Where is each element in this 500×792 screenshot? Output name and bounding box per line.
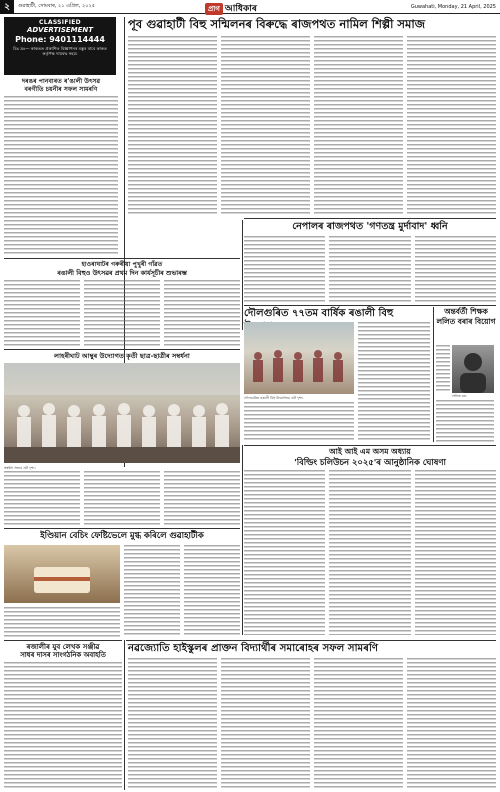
text-column <box>128 658 217 788</box>
divider <box>244 445 496 446</box>
photo-people-icon <box>4 363 240 463</box>
column-rule <box>433 307 434 442</box>
headline-navajyoti: নৱজ্যোতি হাইস্কুলৰ প্ৰাক্তন বিদ্যাৰ্থীৰ সমাৰোহৰ সফল সামৰণি <box>128 642 379 654</box>
article-body-doulaguri <box>358 322 430 442</box>
article-body-lalit-bora <box>436 400 494 442</box>
article-body-lahorighat <box>4 471 240 525</box>
subheadline-iim: 'বিল্ডিং চলিউচন ২০২৫'ৰ আনুষ্ঠানিক ঘোষণা <box>294 457 446 467</box>
subheadline-pubaarat: বৰগীতি চয়নীৰ সফল সামৰণি <box>24 86 98 93</box>
masthead <box>0 0 500 14</box>
classified-subheading: ADVERTISEMENT <box>26 26 94 34</box>
text-column <box>329 470 410 635</box>
text-column <box>4 471 80 525</box>
headline-lalit-bora: অন্তৰ্বৰ্তী শিক্ষক ললিত বৰাৰ বিয়োগ <box>436 307 496 326</box>
headline-baking-festival: ইণ্ডিয়ান বেচিং ফেষ্টিভেলে মুগ্ধ কৰিলে গুৱাহাটীক <box>40 530 204 540</box>
text-column <box>221 658 310 788</box>
subheadline-rajali: সাধৰ দাসৰ সাংগঠনিক অবাহতি <box>20 651 106 659</box>
divider <box>126 640 496 641</box>
text-column <box>164 280 240 346</box>
article-body-gorurija <box>4 280 240 346</box>
headline-gorurija: হাওৰাঘাটৰ গৰুৰীয়া পুখুৰী গাঁৱত <box>81 261 163 268</box>
article-body-doulaguri-2 <box>244 402 354 442</box>
article-body-navajyoti <box>128 658 496 788</box>
article-body-shilpi <box>128 36 496 216</box>
photo-crowd-icon <box>244 322 354 394</box>
article-body-pubaarat <box>4 96 118 254</box>
headline-rajali: ৰজালীৰ যুব লেখক সঞ্জীৱ <box>26 642 100 651</box>
group-photo <box>4 363 240 463</box>
subheadline-gorurija: ৰঙালী বিহুও উৎসৱৰ প্ৰথম দিন কাৰ্যসূচীৰ শুভাৰম্ভ <box>57 269 187 277</box>
headline-doulaguri: দৌলগুৰিত ৭৭তম বাৰ্ষিক ৰঙালী বিহু <box>244 308 394 319</box>
article-body-rajali <box>4 662 122 788</box>
article-body-baking-2 <box>4 607 120 637</box>
column-rule <box>242 220 243 330</box>
newspaper-logo <box>205 1 257 16</box>
logo-box: প্ৰাগ <box>205 3 223 15</box>
logo-text: আধিকাৰ <box>224 4 257 14</box>
headline-lahorighat: লাহৰীঘাট আম্বুৰ উদ্যোগত কৃতী ছাত্ৰ-ছাত্ৰীৰ সম্বৰ্ধনা <box>54 352 190 360</box>
text-column <box>4 280 80 346</box>
page-number: ২ <box>0 0 14 14</box>
classified-ad-box <box>4 17 116 75</box>
cake-icon <box>4 545 120 603</box>
date-right: Guwahati, Monday, 21 April, 2025 <box>410 4 496 10</box>
text-column <box>329 236 410 302</box>
headline-iim: আই আই এম অসম অধ্যায় <box>329 447 411 456</box>
text-column <box>164 471 240 525</box>
article-body-lalit-bora-2 <box>436 345 450 393</box>
text-column <box>415 470 496 635</box>
headline-shilpi-samaj: পূব গুৱাহাটী বিহু সন্মিলনৰ বিৰুদ্ধে ৰাজপথত নামিল শিল্পী সমাজ <box>128 17 425 31</box>
text-column <box>415 236 496 302</box>
person-portrait-icon <box>452 345 494 393</box>
text-column <box>128 36 217 216</box>
text-column <box>84 471 160 525</box>
divider <box>244 218 496 219</box>
column-rule <box>124 640 125 790</box>
text-column <box>314 658 403 788</box>
portrait-photo <box>452 345 494 393</box>
divider <box>4 528 240 529</box>
article-body-baking <box>124 545 240 637</box>
text-column <box>124 545 180 637</box>
classified-heading: CLASSIFIED <box>39 19 81 26</box>
divider <box>244 305 496 306</box>
divider <box>4 258 240 259</box>
divider <box>4 349 240 350</box>
classified-phone: Phone: 9401114444 <box>15 35 105 44</box>
article-body-iim <box>244 470 496 635</box>
classified-note: বিঃ দ্ৰঃ— কাকতত প্ৰকাশিত বিজ্ঞাপনৰ বস্তুৰ বাবে কাকত কৰ্তৃপক্ষ দায়বদ্ধ নহয়। <box>13 46 107 57</box>
caption-portrait: ললিত বৰা <box>452 394 467 398</box>
bihu-photo <box>244 322 354 394</box>
text-column <box>358 322 430 442</box>
headline-pubaarat: দৰঙৰ পানবাৰত ৰ'ঙালী উৎসৱ <box>21 78 101 85</box>
column-rule <box>242 445 243 635</box>
headline-nepal: নেপালৰ ৰাজপথত 'গণতন্ত্ৰ মুৰ্দাবাদ' ধ্বনি <box>292 221 448 232</box>
date-left: গুৱাহাটী, সোমবাৰ, ২১ এপ্ৰিল, ২০২৫ <box>18 2 95 9</box>
text-column <box>244 236 325 302</box>
text-column <box>184 545 240 637</box>
article-body-nepal <box>244 236 496 302</box>
divider <box>4 640 122 641</box>
text-column <box>314 36 403 216</box>
text-column <box>221 36 310 216</box>
text-column <box>407 658 496 788</box>
caption-group-photo: সম্বৰ্ধনা সভাৰ এটা দৃশ্য। <box>4 466 36 470</box>
caption-bihu-photo: দৌলগুৰিত ৰঙালী বিহু উদযাপনৰ এটা দৃশ্য। <box>244 396 304 400</box>
text-column <box>244 470 325 635</box>
baking-photo <box>4 545 120 603</box>
text-column <box>84 280 160 346</box>
text-column <box>407 36 496 216</box>
